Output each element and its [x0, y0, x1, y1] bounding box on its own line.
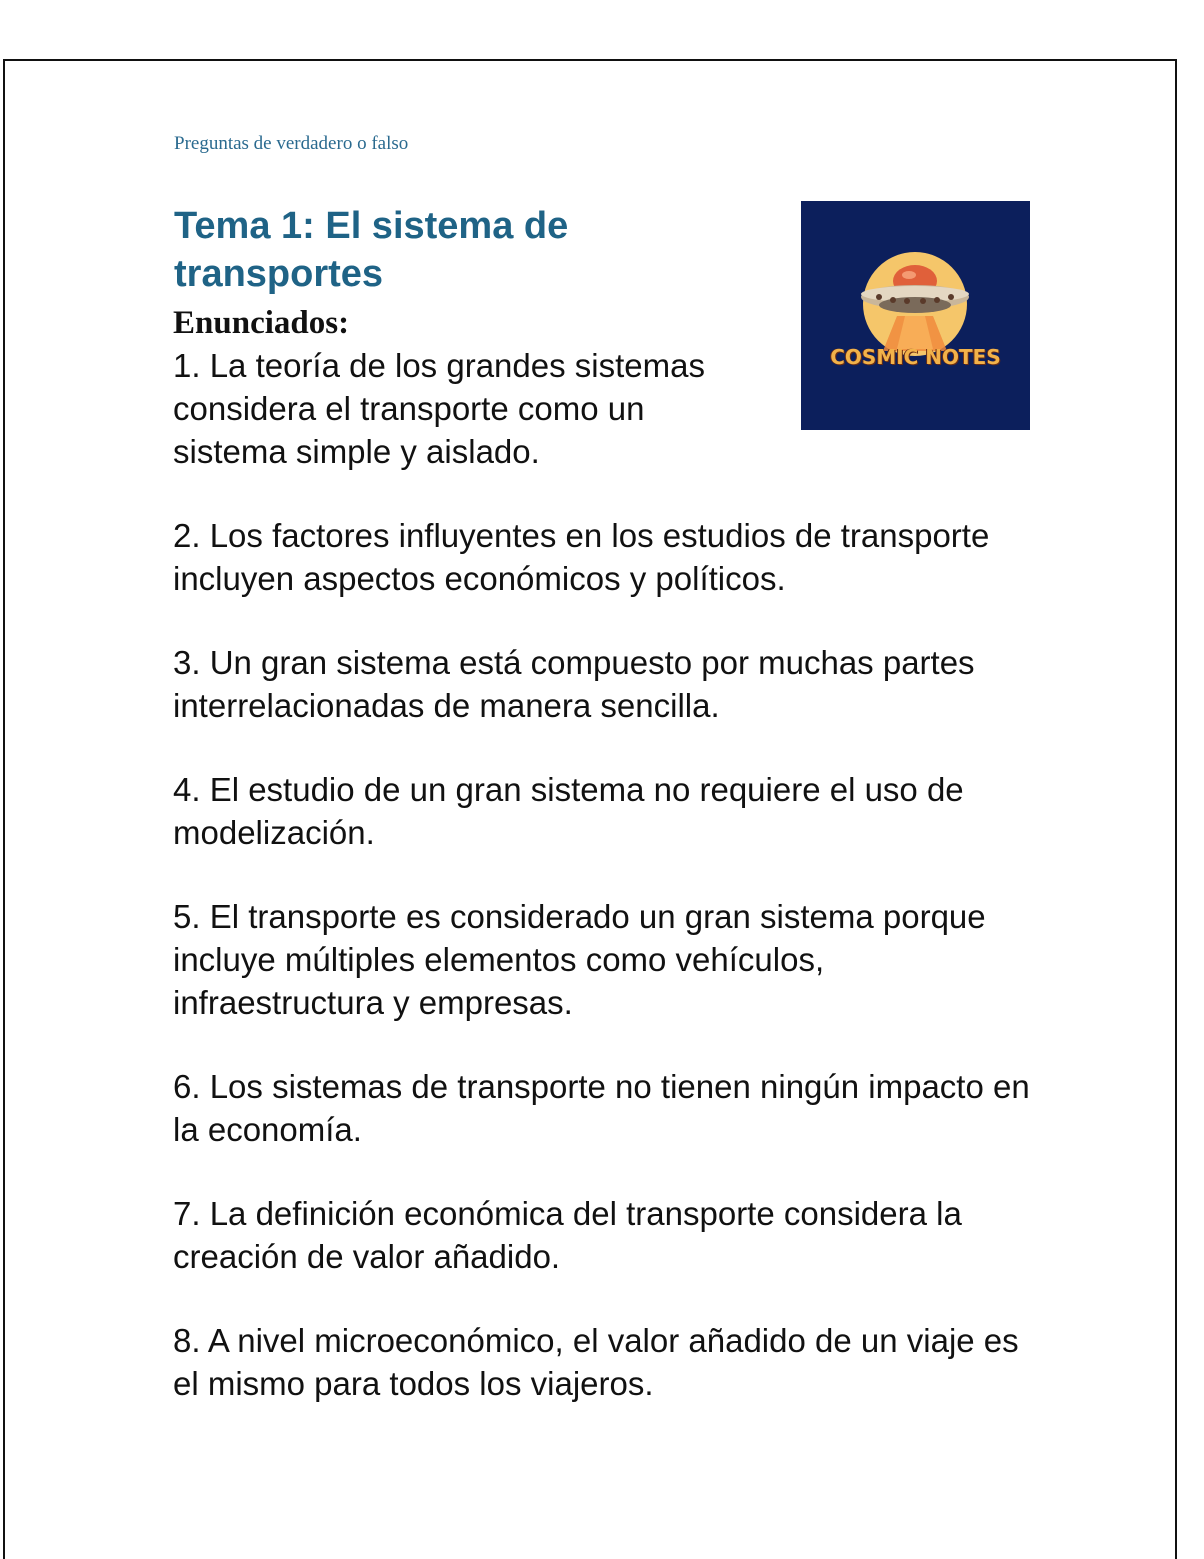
statement-list	[173, 344, 1033, 1446]
statement-item: 7. La definición económica del transporte considera la creación de valor añadido.	[173, 1195, 962, 1275]
statement-item: 2. Los factores influyentes en los estudios de transporte incluyen aspectos económicos y políticos.	[173, 517, 990, 597]
statement-item: 6. Los sistemas de transporte no tienen ningún impacto en la economía.	[173, 1068, 1030, 1148]
statement-item: 4. El estudio de un gran sistema no requiere el uso de modelización.	[173, 771, 964, 851]
statement-item: 8. A nivel microeconómico, el valor añadido de un viaje es el mismo para todos los viajeros.	[173, 1322, 1019, 1402]
statement-item: 3. Un gran sistema está compuesto por muchas partes interrelacionadas de manera sencilla.	[173, 644, 975, 724]
section-heading: Enunciados:	[173, 305, 350, 341]
logo-text: COSMIC NOTES	[830, 345, 1001, 369]
running-header: Preguntas de verdadero o falso	[174, 133, 409, 154]
statement-item: 5. El transporte es considerado un gran sistema porque incluye múltiples elementos como vehículos, infraestructura y empresas.	[173, 898, 986, 1021]
page-title: Tema 1: El sistema de transportes	[174, 205, 569, 295]
statement-item: 1. La teoría de los grandes sistemas considera el transporte como un sistema simple y aislado.	[173, 347, 705, 470]
